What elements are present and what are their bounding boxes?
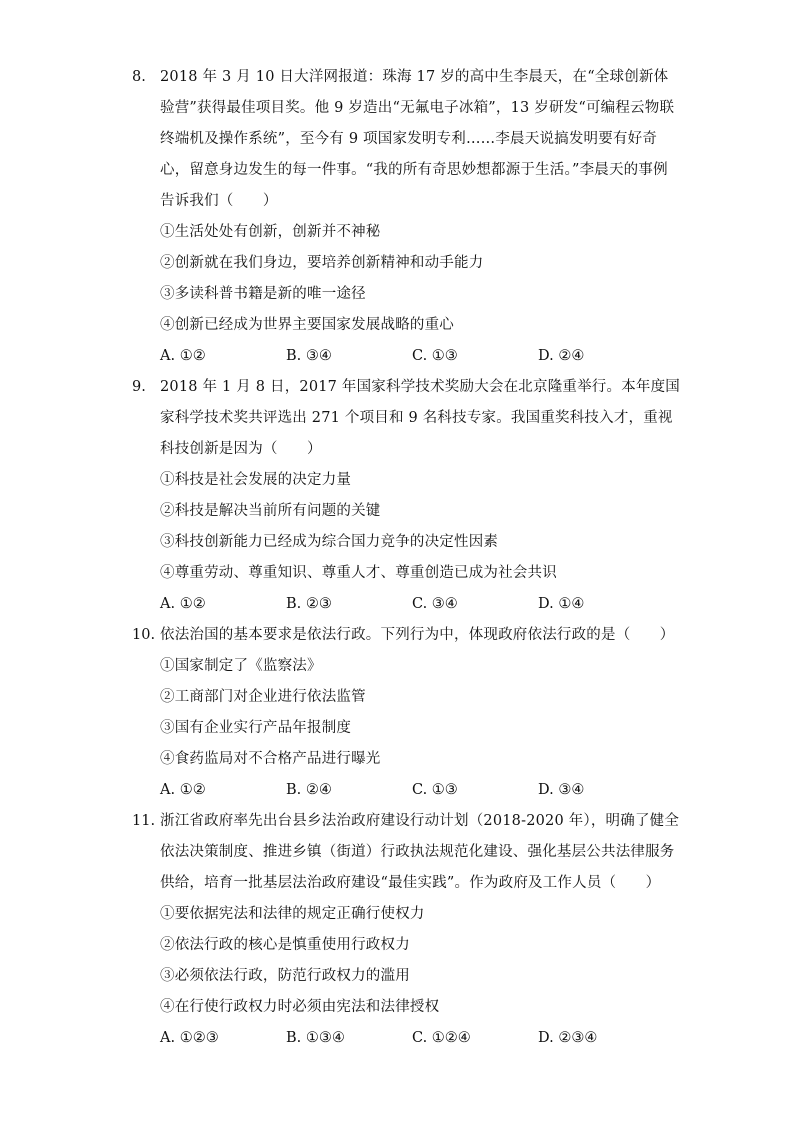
statement-4: ④食药监局对不合格产品进行曝光 bbox=[160, 751, 381, 767]
statement-3: ③科技创新能力已经成为综合国力竞争的决定性因素 bbox=[160, 534, 499, 550]
statement-1: ①国家制定了《监察法》 bbox=[160, 658, 322, 674]
statement-1: ①要依据宪法和法律的规定正确行使权力 bbox=[160, 906, 425, 922]
question-8 bbox=[132, 62, 680, 372]
question-stem: 2018 年 1 月 8 日，2017 年国家科学技术奖励大会在北京隆重举行。本年度国家科学技术奖共评选出 271 个项目和 9 名科技专家。我国重奖科技入才，重视科技创新是因为（ ） bbox=[160, 379, 681, 457]
statement-1: ①科技是社会发展的决定力量 bbox=[160, 472, 352, 488]
choice-c[interactable]: C. ①③ bbox=[412, 782, 458, 798]
statement-2: ②依法行政的核心是慎重使用行政权力 bbox=[160, 937, 410, 953]
answer-choices bbox=[160, 775, 680, 806]
statement-4: ④在行使行政权力时必须由宪法和法律授权 bbox=[160, 999, 440, 1015]
question-11 bbox=[132, 806, 680, 1054]
question-number: 8. bbox=[132, 69, 146, 85]
choice-c[interactable]: C. ①②④ bbox=[412, 1030, 471, 1046]
choice-a[interactable]: A. ①②③ bbox=[160, 1030, 219, 1046]
question-9 bbox=[132, 372, 681, 620]
choice-d[interactable]: D. ②③④ bbox=[538, 1030, 598, 1046]
statement-3: ③必须依法行政，防范行政权力的滥用 bbox=[160, 968, 410, 984]
choice-d[interactable]: D. ①④ bbox=[538, 596, 585, 612]
answer-choices bbox=[160, 341, 680, 372]
answer-choices bbox=[160, 589, 680, 620]
statement-3: ③国有企业实行产品年报制度 bbox=[160, 720, 352, 736]
choice-d[interactable]: D. ③④ bbox=[538, 782, 585, 798]
statement-4: ④创新已经成为世界主要国家发展战略的重心 bbox=[160, 317, 454, 333]
statement-2: ②科技是解决当前所有问题的关键 bbox=[160, 503, 381, 519]
statement-4: ④尊重劳动、尊重知识、尊重人才、尊重创造已成为社会共识 bbox=[160, 565, 557, 581]
choice-b[interactable]: B. ②③ bbox=[286, 596, 332, 612]
choice-c[interactable]: C. ③④ bbox=[412, 596, 458, 612]
choice-b[interactable]: B. ③④ bbox=[286, 348, 332, 364]
question-stem: 依法治国的基本要求是依法行政。下列行为中，体现政府依法行政的是（ ） bbox=[160, 627, 675, 643]
statement-1: ①生活处处有创新，创新并不神秘 bbox=[160, 224, 381, 240]
choice-a[interactable]: A. ①② bbox=[160, 348, 206, 364]
statement-2: ②工商部门对企业进行依法监管 bbox=[160, 689, 366, 705]
answer-choices bbox=[160, 1023, 680, 1054]
question-stem: 2018 年 3 月 10 日大洋网报道：珠海 17 岁的高中生李晨天，在“全球创新体验营”获得最佳项目奖。他 9 岁造出“无氟电子冰箱”，13 岁研发“可编程云物联终端机及操作系统”，至今有 9 项国家发明专利……李晨天说搞发明要有好奇心，留意身边发生的每一件事。“我的所有奇思妙想都源于生活。”李晨天的事例告诉我们（ ） bbox=[160, 69, 675, 209]
choice-a[interactable]: A. ①② bbox=[160, 782, 206, 798]
statement-3: ③多读科普书籍是新的唯一途径 bbox=[160, 286, 366, 302]
choice-d[interactable]: D. ②④ bbox=[538, 348, 585, 364]
question-number: 10. bbox=[132, 627, 156, 643]
statement-2: ②创新就在我们身边，要培养创新精神和动手能力 bbox=[160, 255, 484, 271]
question-number: 9. bbox=[132, 379, 146, 395]
choice-b[interactable]: B. ①③④ bbox=[286, 1030, 345, 1046]
question-stem: 浙江省政府率先出台县乡法治政府建设行动计划（2018-2020 年），明确了健全依法决策制度、推进乡镇（街道）行政执法规范化建设、强化基层公共法律服务供给，培育一批基层法治政府建设“最佳实践”。作为政府及工作人员（ ） bbox=[160, 813, 680, 891]
choice-a[interactable]: A. ①② bbox=[160, 596, 206, 612]
question-number: 11. bbox=[132, 813, 156, 829]
choice-c[interactable]: C. ①③ bbox=[412, 348, 458, 364]
question-10 bbox=[132, 620, 680, 806]
choice-b[interactable]: B. ②④ bbox=[286, 782, 332, 798]
